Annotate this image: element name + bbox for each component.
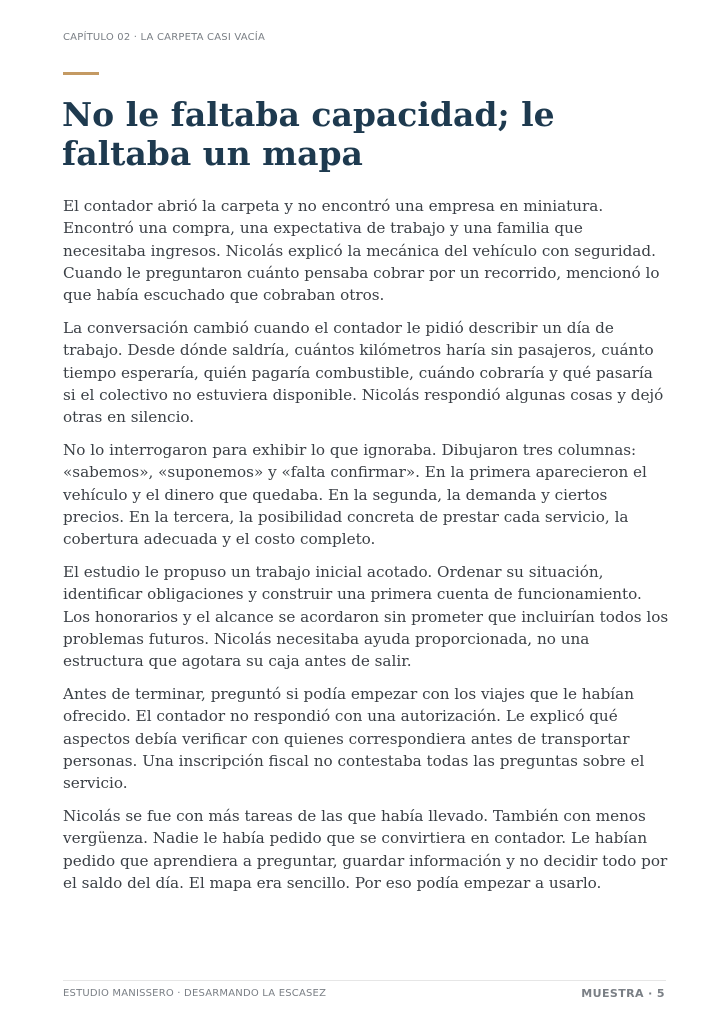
page-title: No le faltaba capacidad; le faltaba un mapa bbox=[62, 95, 555, 173]
footer-divider bbox=[63, 980, 666, 981]
paragraph: El estudio le propuso un trabajo inicial acotado. Ordenar su situación, identificar obligaciones y construir una primera cuenta de funcionamiento. Los honorarios y el alcance se acordaron sin prometer que incluirían todos los problemas futuros. Nicolás necesitaba ayuda proporcionada, no una estructura que agotara su caja antes de salir. bbox=[63, 562, 669, 671]
page-number: MUESTRA · 5 bbox=[581, 987, 665, 1000]
paragraph: Nicolás se fue con más tareas de las que había llevado. También con menos vergüenza. Nadie le había pedido que se convirtiera en contador. Le habían pedido que aprendiera a preguntar, guardar información y no decidir todo por el saldo del día. El mapa era sencillo. Por eso podía empezar a usarlo. bbox=[63, 806, 668, 892]
footer-publisher: ESTUDIO MANISSERO · DESARMANDO LA ESCASEZ bbox=[63, 988, 327, 999]
chapter-header: CAPÍTULO 02 · LA CARPETA CASI VACÍA bbox=[63, 32, 265, 43]
paragraph: El contador abrió la carpeta y no encontró una empresa en miniatura. Encontró una compra, una expectativa de trabajo y una familia que necesitaba ingresos. Nicolás explicó la mecánica del vehículo con seguridad. Cuando le preguntaron cuánto pensaba cobrar por un recorrido, mencionó lo que había escuchado que cobraban otros. bbox=[63, 197, 660, 305]
paragraph: Antes de terminar, preguntó si podía empezar con los viajes que le habían ofrecido. El contador no respondió con una autorización. Le explicó qué aspectos debía verificar con quienes correspondiera antes de transportar personas. Una inscripción fiscal no contestaba todas las preguntas sobre el servicio. bbox=[63, 684, 645, 793]
accent-rule bbox=[63, 72, 99, 75]
chapter-body bbox=[63, 195, 669, 905]
paragraph: No lo interrogaron para exhibir lo que ignoraba. Dibujaron tres columnas: «sabemos», «suponemos» y «falta confirmar». En la primera aparecieron el vehículo y el dinero que quedaba. En la segunda, la demanda y ciertos precios. En la tercera, la posibilidad concreta de prestar cada servicio, la cobertura adecuada y el costo completo. bbox=[63, 440, 647, 549]
paragraph: La conversación cambió cuando el contador le pidió describir un día de trabajo. Desde dónde saldría, cuántos kilómetros haría sin pasajeros, cuánto tiempo esperaría, quién pagaría combustible, cuándo cobraría y qué pasaría si el colectivo no estuviera disponible. Nicolás respondió algunas cosas y dejó otras en silencio. bbox=[63, 318, 664, 427]
